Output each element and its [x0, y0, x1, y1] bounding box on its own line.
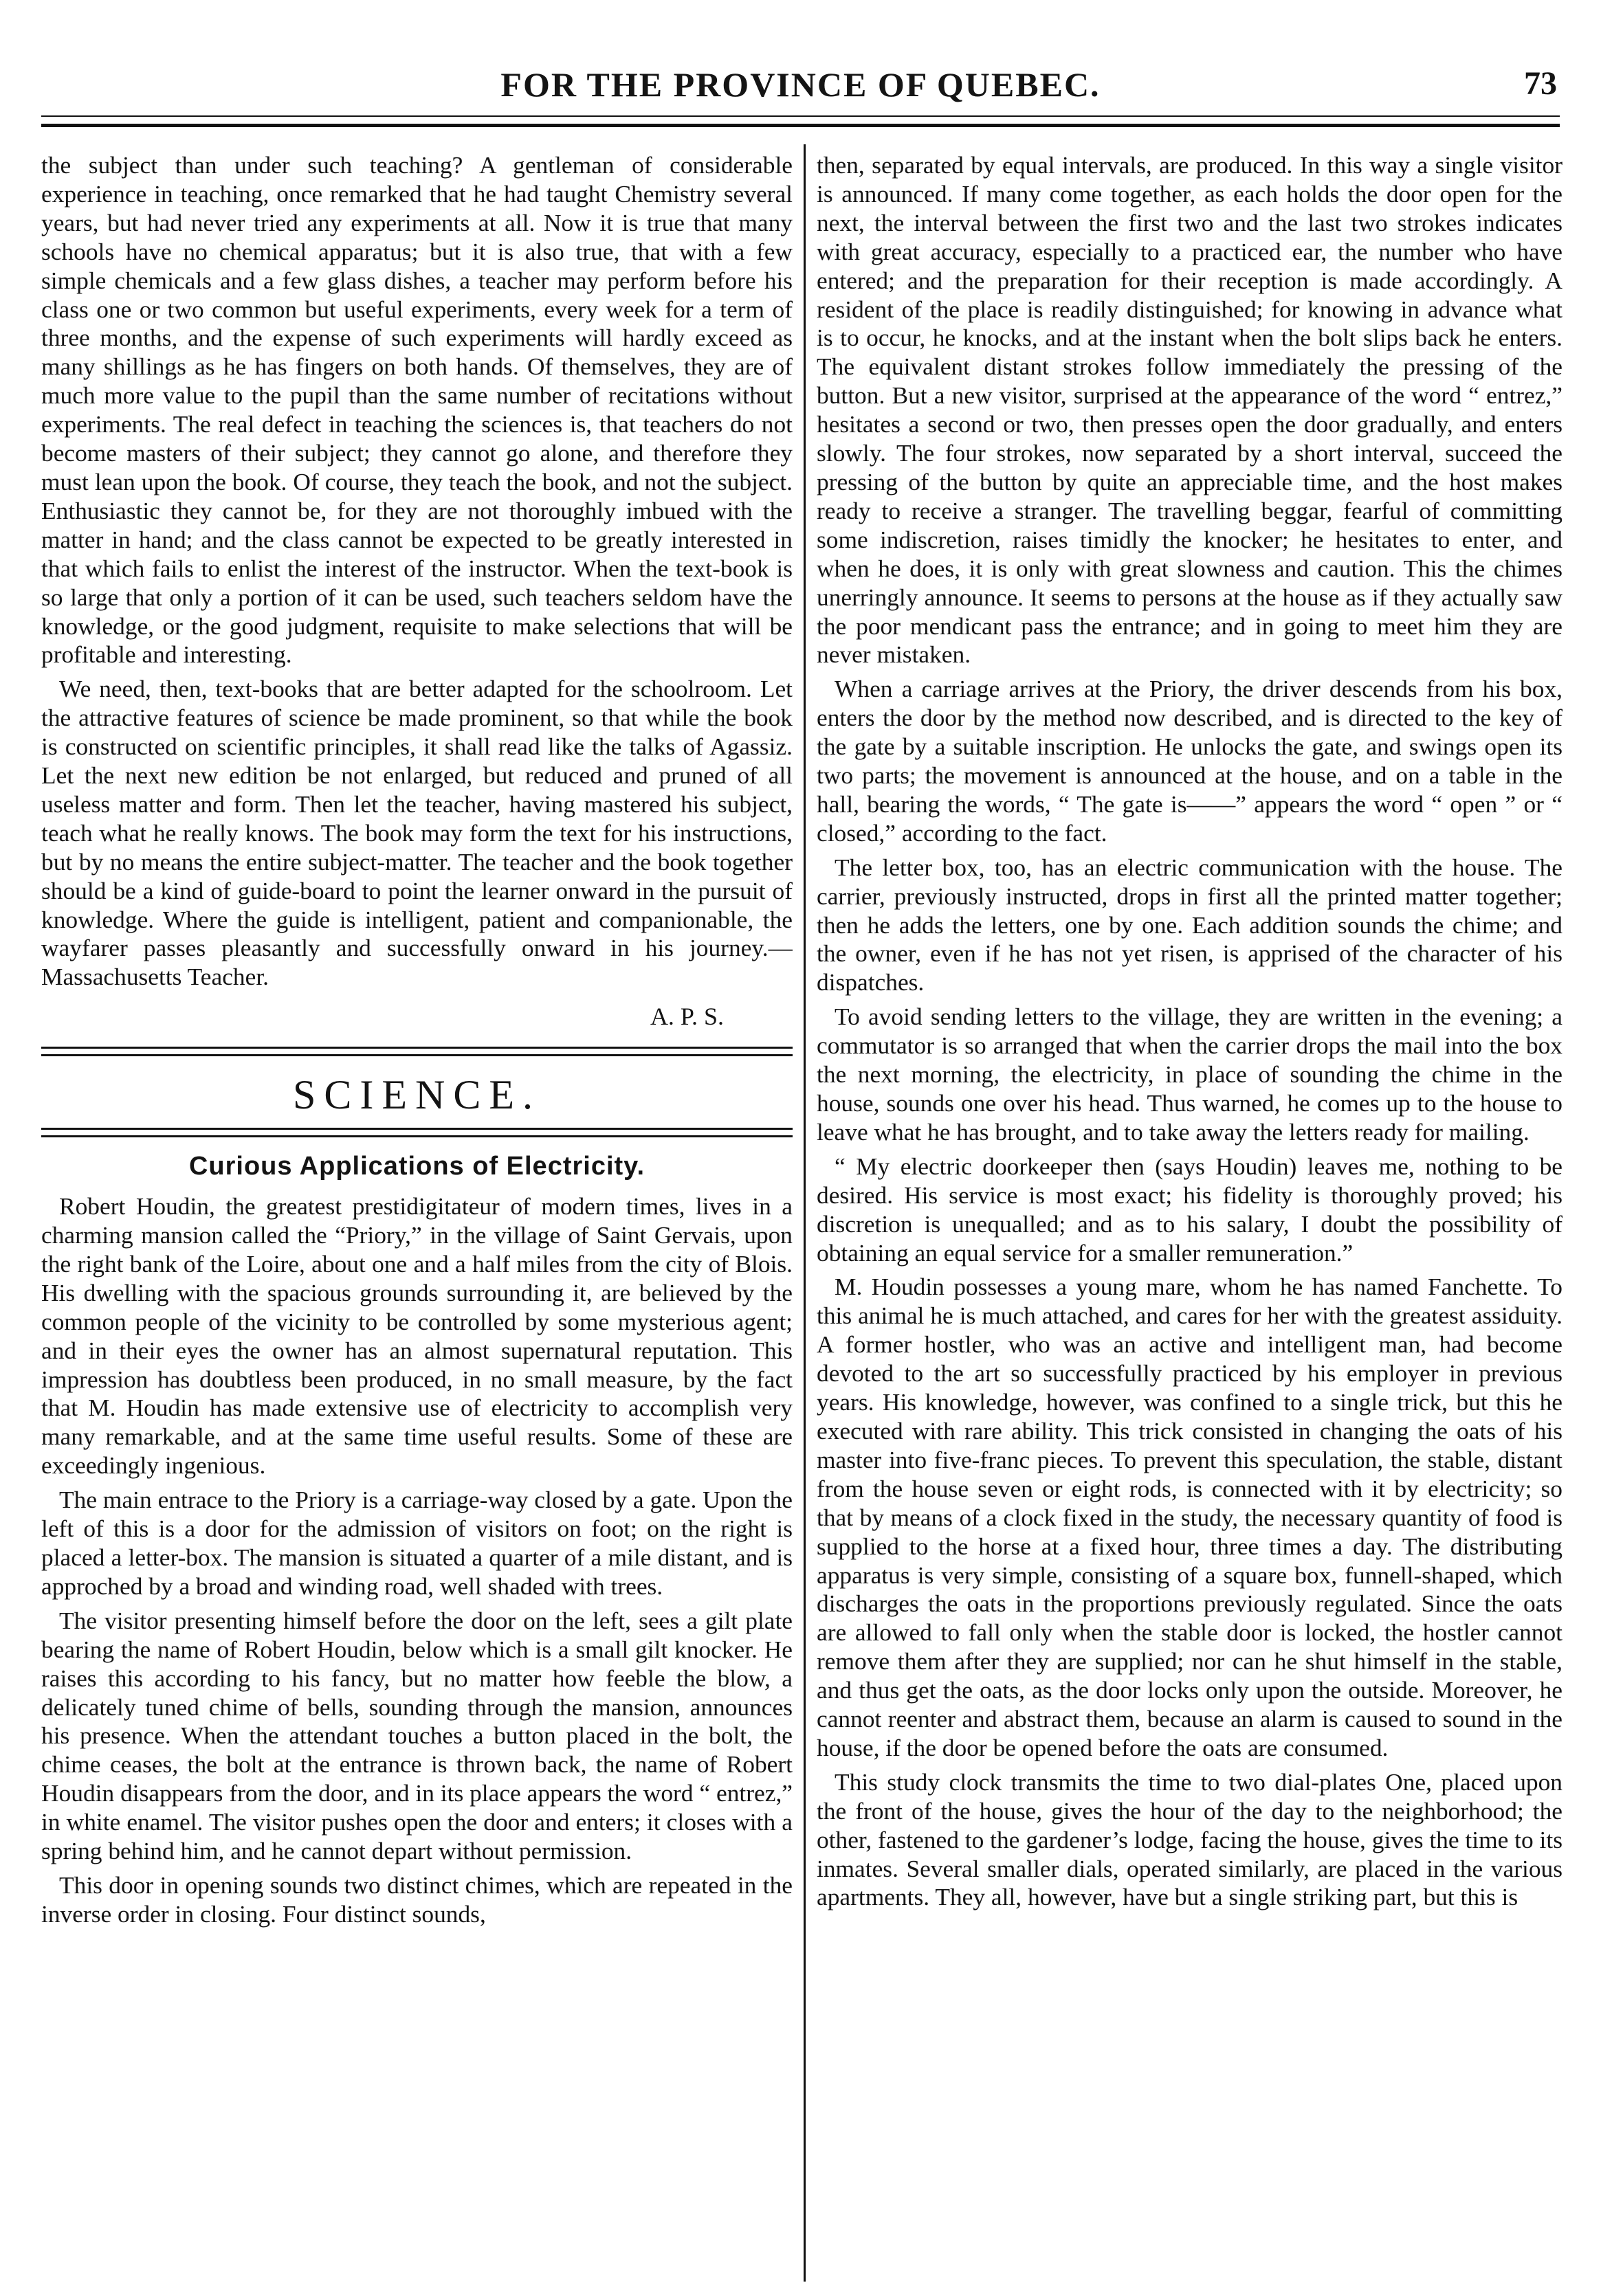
running-head-title: FOR THE PROVINCE OF QUEBEC. — [500, 65, 1101, 104]
paragraph: “ My electric doorkeeper then (says Houdin) leaves me, nothing to be desired. His service is most exact; his fidelity is thoroughly proved; his discretion is unequalled; and as to his salary, I doubt the possibility of obtaining an equal service for a smaller remuneration.” — [817, 1152, 1563, 1267]
left-column — [41, 151, 793, 2275]
paragraph: To avoid sending letters to the village, they are written in the evening; a commutator is so arranged that when the carrier drops the mail into the box the next morning, the electricity, in place of sounding the chime in the house, sounds one over his head. Thus warned, he comes up to the house to leave what he has brought, and to take away the letters ready for mailing. — [817, 1003, 1563, 1146]
author-signature: A. P. S. — [650, 1003, 724, 1031]
section-rule — [41, 1128, 793, 1137]
paragraph: The letter box, too, has an electric communication with the house. The carrier, previously instructed, drops in first all the printed matter together; then he adds the letters, one by one. Each addition sounds the chime; and the owner, even if he has not yet risen, is apprised of the character of his dispatches. — [817, 853, 1563, 996]
column-divider — [804, 144, 806, 2282]
paragraph: This door in opening sounds two distinct chimes, which are repeated in the inverse order in closing. Four distinct sounds, — [41, 1871, 793, 1928]
paragraph: The main entrace to the Priory is a carriage-way closed by a gate. Upon the left of this is a door for the admission of visitors on foot; on the right is placed a letter-box. The mansion is situated a quarter of a mile distant, and is approched by a broad and winding road, well shaded with trees. — [41, 1486, 793, 1600]
paragraph: We need, then, text-books that are better adapted for the schoolroom. Let the attractive features of science be made prominent, so that while the book is constructed on scientific principles, it shall read like the talks of Agassiz. Let the next new edition be not enlarged, but reduced and pruned of all useless matter and form. Then let the teacher, having mastered his subject, teach what he really knows. The book may form the text for his instructions, but by no means the entire subject-matter. The teacher and the book together should be a kind of guide-board to point the learner onward in the pursuit of knowledge. Where the guide is intelligent, patient and companionable, the wayfarer passes pleasantly and successfully onward in his journey.—Massachusetts Teacher. — [41, 675, 793, 991]
right-column — [817, 151, 1563, 2275]
article-title: Curious Applications of Electricity. — [188, 1152, 645, 1181]
paragraph: Robert Houdin, the greatest prestidigitateur of modern times, lives in a charming mansion called the “Priory,” in the village of Saint Gervais, upon the right bank of the Loire, about one and a half miles from the city of Blois. His dwelling with the spacious grounds surrounding it, are believed by the common people of the vicinity to be controlled by some mysterious agent; and in their eyes the owner has an almost supernatural reputation. This impression has doubtless been produced, in no small measure, by the fact that M. Houdin has made extensive use of electricity to accomplish very many remarkable, and at the same time useful results. Some of these are exceedingly ingenious. — [41, 1192, 793, 1480]
paragraph: This study clock transmits the time to two dial-plates One, placed upon the front of the house, gives the hour of the day to the neighborhood; the other, fastened to the gardener’s lodge, facing the house, gives the time to its inmates. Several smaller dials, operated similarly, are placed in the various apartments. They all, however, have but a single striking part, but this is — [817, 1768, 1563, 1911]
paragraph: then, separated by equal intervals, are produced. In this way a single visitor is announced. If many come together, as each holds the door open for the next, the interval between the first two and the last two strokes indicates with great accuracy, especially to a practiced ear, the number who have entered; and the preparation for their reception is made accordingly. A resident of the place is readily distinguished; for knowing in advance what is to occur, he knocks, and at the instant when the bolt slips back he enters. The equivalent distant strokes follow immediately the pressing of the button. But a new visitor, surprised at the appearance of the word “ entrez,” hesitates a second or two, then presses open the door gradually, and enters slowly. The four strokes, now separated by a short interval, succeed the pressing of the button by quite an appreciable time, and the host makes ready to receive a stranger. The travelling beggar, fearful of committing some indiscretion, raises timidly the knocker; he hesitates to enter, and when he does, it is only with great slowness and caution. This the chimes unerringly announce. It seems to persons at the house as if they actually saw the poor mendicant pass the entrance; and in going to meet him they are never mistaken. — [817, 151, 1563, 669]
paragraph: the subject than under such teaching? A gentleman of considerable experience in teaching, once remarked that he had taught Chemistry several years, but had never tried any experiments at all. Now it is true that many schools have no chemical apparatus; but it is also true, that with a few simple chemicals and a few glass dishes, a teacher may perform before his class one or two common but useful experiments, every week for a term of three months, and the expense of such experiments will hardly exceed as many shillings as he has fingers on both hands. Of themselves, they are of much more value to the pupil than the same number of recitations without experiments. The real defect in teaching the sciences is, that teachers do not become masters of their subject; they cannot go alone, and therefore they must lean upon the book. Of course, they teach the book, and not the subject. Enthusiastic they cannot be, for they are not thoroughly imbued with the matter in hand; and the class cannot be expected to be greatly interested in that which fails to enlist the interest of the instructor. When the text-book is so large that only a portion of it can be used, such teachers seldom have the knowledge, or the good judgment, requisite to make selections that will be profitable and interesting. — [41, 151, 793, 669]
section-heading: SCIENCE. — [292, 1072, 542, 1118]
page-number: 73 — [1524, 65, 1557, 102]
paragraph: M. Houdin possesses a young mare, whom he has named Fanchette. To this animal he is much attached, and cares for her with the greatest assiduity. A former hostler, who was an active and intelligent man, had become devoted to the art so successfully practiced by his employer in previous years. His knowledge, however, was confined to a single trick, but this he executed with rare ability. This trick consisted in changing the oats of his master into five-franc pieces. To prevent this speculation, the stable, distant from the house seven or eight rods, is connected with it by electricity; so that by means of a clock fixed in the study, the necessary quantity of food is supplied to the horse at a fixed hour, three times a day. The distributing apparatus is very simple, consisting of a square box, funnell-shaped, which discharges the oats in the proportions previously regulated. Since the oats are allowed to fall only when the stable door is locked, the hostler cannot remove them after they are supplied; nor can he shut himself in the stable, and thus get the oats, as the door locks only upon the outside. Moreover, he cannot reenter and abstract them, because an alarm is caused to sound in the house, if the door be opened before the oats are consumed. — [817, 1273, 1563, 1761]
paragraph: The visitor presenting himself before the door on the left, sees a gilt plate bearing the name of Robert Houdin, below which is a small gilt knocker. He raises this according to his fancy, but no matter how feeble the blow, a delicately tuned chime of bells, sounding through the mansion, announces his presence. When the attendant touches a button placed in the bolt, the chime ceases, the bolt at the entrance is thrown back, the name of Robert Houdin disappears from the door, and in its place appears the word “ entrez,” in white enamel. The visitor pushes open the door and enters; it closes with a spring behind him, and he cannot depart without permission. — [41, 1606, 793, 1865]
paragraph: When a carriage arrives at the Priory, the driver descends from his box, enters the door by the method now described, and is directed to the key of the gate by a suitable inscription. He unlocks the gate, and swings open its two parts; the movement is announced at the house, and on a table in the hall, bearing the words, “ The gate is——” appears the word “ open ” or “ closed,” according to the fact. — [817, 675, 1563, 847]
section-rule — [41, 1047, 793, 1056]
header-rule — [41, 115, 1560, 127]
running-head — [41, 60, 1560, 109]
